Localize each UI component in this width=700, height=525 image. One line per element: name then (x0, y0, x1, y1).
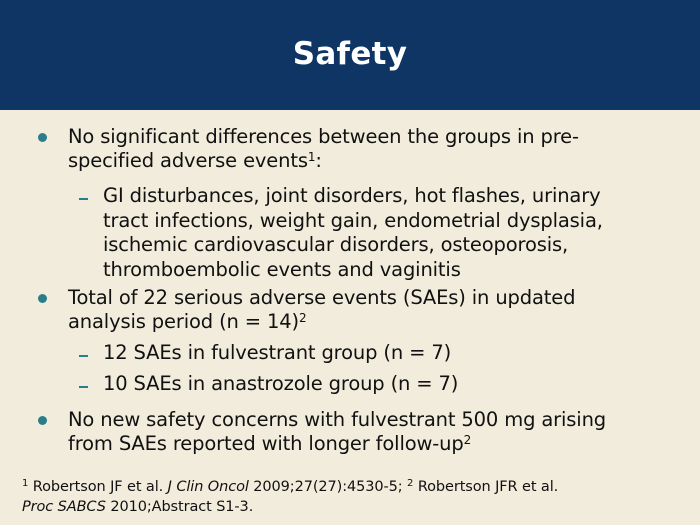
footnote-journal: J Clin Oncol (167, 479, 249, 495)
footnote (22, 478, 682, 517)
bullet-text: analysis period (n = 14) (68, 310, 299, 333)
bullet-suffix: : (315, 149, 322, 172)
sub-bullet-dash-icon (79, 198, 88, 200)
reference-marker: 2 (299, 311, 307, 325)
bullet-text: specified adverse events (68, 149, 308, 172)
footnote-line (22, 498, 682, 518)
sub-bullet-line: 12 SAEs in fulvestrant group (n = 7) (103, 341, 452, 364)
reference-marker: 2 (463, 433, 472, 447)
bullet-dot-icon (38, 416, 47, 425)
sub-bullet-dash-icon (79, 386, 88, 388)
sub-bullet-line: 10 SAEs in anastrozole group (n = 7) (103, 372, 459, 395)
bullet-line (68, 310, 575, 334)
footnote-ref: 1 (22, 478, 29, 489)
slide-title: Safety (292, 36, 408, 72)
bullet-text: from SAEs reported with longer follow-up (68, 432, 464, 455)
bullet-line: No new safety concerns with fulvestrant 500 mg arising (68, 408, 607, 431)
sub-bullet-line: tract infections, weight gain, endometrial dysplasia, (103, 208, 603, 232)
bullet-item (68, 408, 606, 456)
bullet-dot-icon (38, 294, 47, 303)
bullet-line (68, 432, 606, 456)
bullet-item (68, 125, 579, 173)
footnote-line (22, 478, 682, 498)
sub-bullet-item (103, 184, 603, 282)
sub-bullet-item (103, 341, 451, 365)
footnote-journal: Proc SABCS (22, 498, 106, 515)
footnote-ref: 2 (407, 478, 414, 489)
footnote-citation: 2010;Abstract S1-3. (105, 498, 254, 515)
reference-marker: 1 (307, 150, 316, 164)
bullet-line: No significant differences between the groups in pre- (68, 125, 579, 148)
footnote-citation: 2009;27(27):4530-5; (248, 479, 408, 495)
sub-bullet-line: GI disturbances, joint disorders, hot flashes, urinary (103, 184, 601, 207)
sub-bullet-item (103, 372, 458, 396)
sub-bullet-dash-icon (79, 355, 88, 357)
bullet-line: Total of 22 serious adverse events (SAEs) in updated (68, 286, 576, 309)
sub-bullet-line: ischemic cardiovascular disorders, osteoporosis, (103, 233, 569, 256)
footnote-author: Robertson JFR et al. (413, 479, 559, 495)
bullet-line (68, 149, 579, 173)
footnote-author: Robertson JF et al. (28, 479, 168, 495)
bullet-item (68, 286, 575, 334)
bullet-dot-icon (38, 133, 47, 142)
sub-bullet-line: thromboembolic events and vaginitis (103, 257, 461, 281)
